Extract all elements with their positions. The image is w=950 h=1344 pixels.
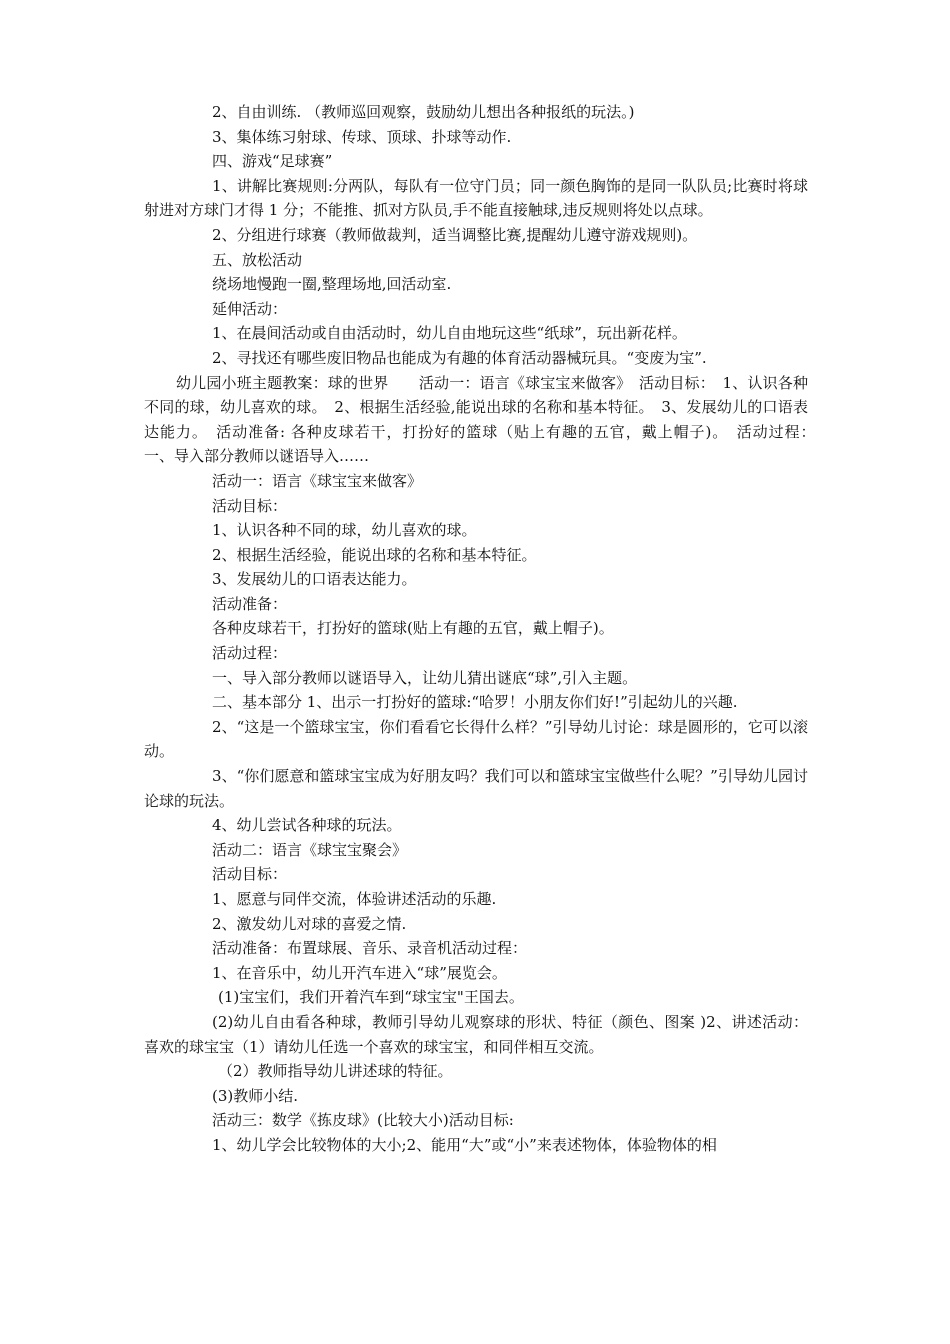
paragraph: （2）教师指导幼儿讲述球的特征。	[218, 1062, 453, 1081]
paragraph: 活动准备：布置球展、音乐、录音机活动过程：	[212, 939, 528, 958]
paragraph: 活动准备：	[212, 594, 288, 613]
paragraph: 活动二：语言《球宝宝聚会》	[212, 840, 408, 859]
paragraph: 各种皮球若干，打扮好的篮球(贴上有趣的五官，戴上帽子)。	[212, 619, 614, 638]
paragraph: 1、认识各种不同的球，幼儿喜欢的球。	[212, 521, 477, 540]
paragraph: 2、分组进行球赛（教师做裁判，适当调整比赛,提醒幼儿遵守游戏规则)。	[212, 225, 698, 244]
paragraph: 1、讲解比赛规则:分两队，每队有一位守门员；同一颜色胸饰的是同一队队员;比赛时将球射进对方球门才得 1 分；不能推、抓对方队员,手不能直接触球,违反规则将处以点球。	[144, 176, 808, 220]
paragraph: 2、“这是一个篮球宝宝，你们看看它长得什么样？”引导幼儿讨论：球是圆形的，它可以滚动。	[144, 717, 808, 761]
paragraph: 延伸活动：	[212, 299, 288, 318]
paragraph: (1)宝宝们，我们开着汽车到“球宝宝"王国去。	[218, 988, 524, 1007]
paragraph: 1、在音乐中，幼儿开汽车进入“球”展览会。	[212, 963, 507, 982]
paragraph: 2、自由训练. （教师巡回观察，鼓励幼儿想出各种报纸的玩法。)	[212, 103, 635, 121]
paragraph: 2、寻找还有哪些废旧物品也能成为有趣的体育活动器械玩具。“变废为宝”.	[212, 348, 707, 367]
paragraph: 二、基本部分 1、出示一打扮好的篮球:“哈罗！小朋友你们好!”引起幼儿的兴趣.	[212, 693, 738, 712]
paragraph: 活动一：语言《球宝宝来做客》	[212, 471, 423, 490]
paragraph: (2)幼儿自由看各种球，教师引导幼儿观察球的形状、特征（颜色、图案 )2、讲述活动：喜欢的球宝宝（1）请幼儿任选一个喜欢的球宝宝，和同伴相互交流。	[144, 1012, 808, 1056]
paragraph: 1、愿意与同伴交流，体验讲述活动的乐趣.	[212, 890, 497, 908]
paragraph: 1、幼儿学会比较物体的大小;2、能用“大”或“小”来表述物体，体验物体的相	[212, 1135, 717, 1154]
paragraph: 绕场地慢跑一圈,整理场地,回活动室.	[212, 275, 452, 294]
paragraph: 幼儿园小班主题教案：球的世界 活动一：语言《球宝宝来做客》 活动目标： 1、认识各种不同的球，幼儿喜欢的球。 2、根据生活经验,能说出球的名称和基本特征。 3、发展幼儿的口语表达能力。 活动准备: 各种皮球若干，打扮好的篮球（贴上有趣的五官，戴上帽子)。 活动过程： 一、导入部分教师以谜语导入……	[144, 373, 824, 466]
paragraph: 1、在晨间活动或自由活动时，幼儿自由地玩这些“纸球”，玩出新花样。	[212, 324, 687, 343]
paragraph: 活动三：数学《拣皮球》(比较大小)活动目标:	[212, 1111, 514, 1130]
paragraph: 一、导入部分教师以谜语导入，让幼儿猜出谜底“球”,引入主题。	[212, 668, 638, 687]
paragraph: 活动过程：	[212, 644, 288, 663]
paragraph: 3、发展幼儿的口语表达能力。	[212, 570, 417, 589]
paragraph: 五、放松活动	[212, 250, 303, 269]
paragraph: 活动目标：	[212, 865, 288, 884]
paragraph: 3、“你们愿意和篮球宝宝成为好朋友吗？我们可以和篮球宝宝做些什么呢？”引导幼儿园讨论球的玩法。	[144, 767, 808, 810]
paragraph: 2、根据生活经验，能说出球的名称和基本特征。	[212, 545, 537, 564]
paragraph: 2、激发幼儿对球的喜爱之情.	[212, 914, 407, 933]
paragraph: (3)教师小结.	[212, 1086, 299, 1105]
paragraph: 活动目标：	[212, 496, 288, 515]
paragraph: 四、游戏“足球赛”	[212, 152, 333, 171]
document-page	[144, 100, 824, 1158]
paragraph: 4、幼儿尝试各种球的玩法。	[212, 816, 402, 835]
paragraph: 3、集体练习射球、传球、顶球、扑球等动作.	[212, 127, 512, 146]
